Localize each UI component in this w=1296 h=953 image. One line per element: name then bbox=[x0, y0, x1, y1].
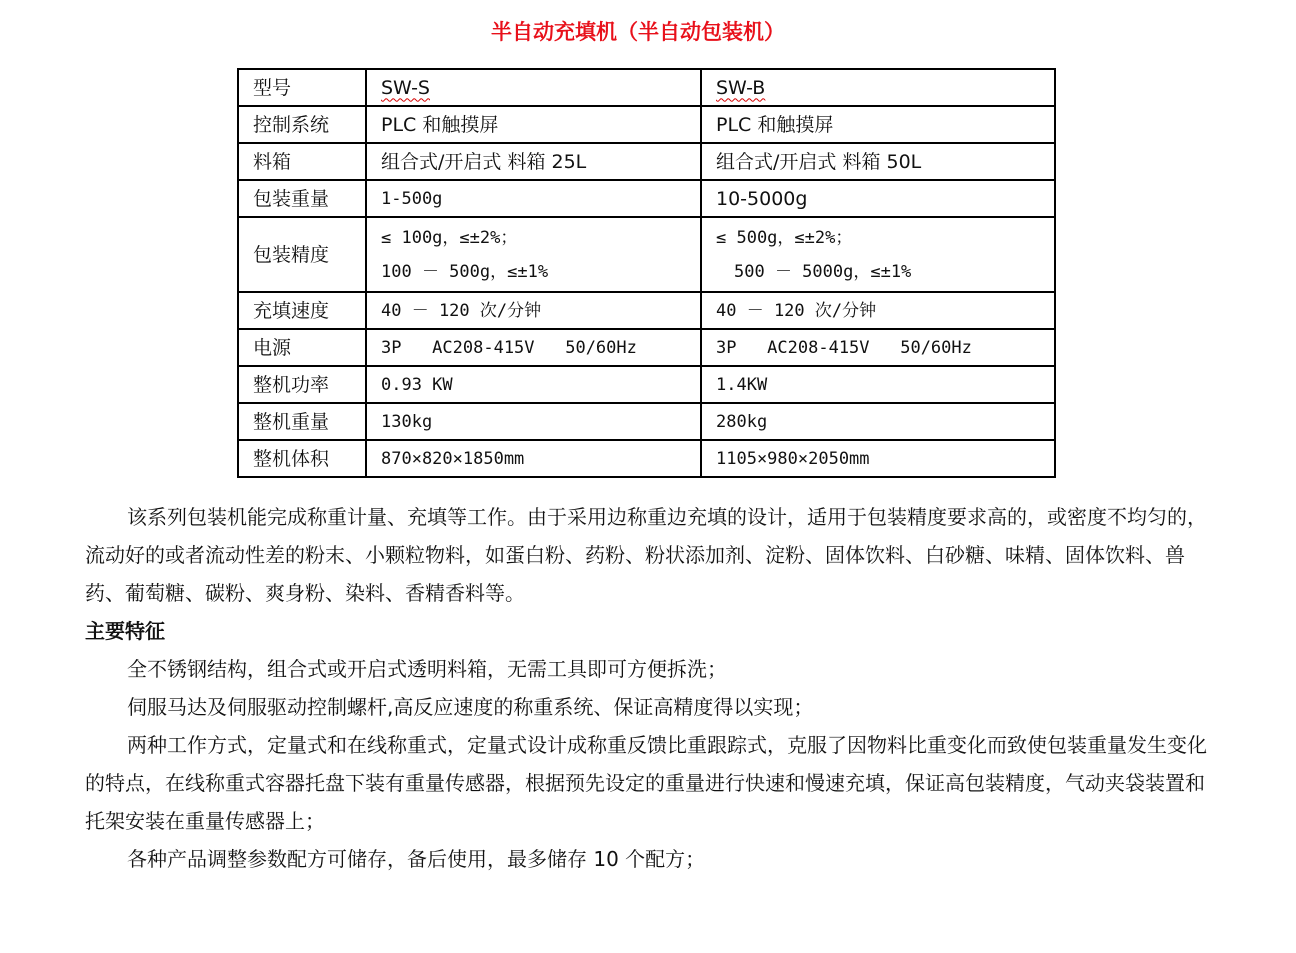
cell-dimensions-sw-s: 870×820×1850mm bbox=[366, 440, 701, 477]
table-row bbox=[238, 292, 1055, 329]
table-row bbox=[238, 440, 1055, 477]
feature-item: 两种工作方式，定量式和在线称重式，定量式设计成称重反馈比重跟踪式，克服了因物料比重变化而致使包装重量发生变化的特点，在线称重式容器托盘下装有重量传感器，根据预先设定的重量进行快速和慢速充填，保证高包装精度，气动夹袋装置和托架安装在重量传感器上； bbox=[85, 733, 1207, 833]
feature-item: 伺服马达及伺服驱动控制螺杆,高反应速度的称重系统、保证高精度得以实现； bbox=[127, 695, 814, 719]
model-sw-b-text: SW-B bbox=[716, 76, 766, 99]
description-body bbox=[85, 498, 1210, 878]
row-label-accuracy: 包装精度 bbox=[238, 217, 366, 292]
intro-paragraph: 该系列包装机能完成称重计量、充填等工作。由于采用边称重边充填的设计，适用于包装精度要求高的，或密度不均匀的，流动好的或者流动性差的粉末、小颗粒物料，如蛋白粉、药粉、粉状添加剂、淀粉、固体饮料、白砂糖、味精、固体饮料、兽药、葡萄糖、碳粉、爽身粉、染料、香精香料等。 bbox=[85, 505, 1207, 605]
cell-weight-range-sw-b: 10-5000g bbox=[701, 180, 1055, 217]
feature-item: 各种产品调整参数配方可储存，备后使用，最多储存 10 个配方； bbox=[127, 847, 706, 871]
spec-table bbox=[237, 68, 1056, 478]
cell-control-sw-b: PLC 和触摸屏 bbox=[701, 106, 1055, 143]
cell-speed-sw-b: 40 － 120 次/分钟 bbox=[701, 292, 1055, 329]
cell-hopper-sw-s: 组合式/开启式 料箱 25L bbox=[366, 143, 701, 180]
table-row bbox=[238, 180, 1055, 217]
cell-power-sw-s: 0.93 KW bbox=[366, 366, 701, 403]
accuracy-sw-b-line2: 500 － 5000g，≤±1% bbox=[734, 261, 912, 282]
row-label-control: 控制系统 bbox=[238, 106, 366, 143]
row-label-model: 型号 bbox=[238, 69, 366, 106]
row-label-dimensions: 整机体积 bbox=[238, 440, 366, 477]
table-row bbox=[238, 403, 1055, 440]
table-row bbox=[238, 329, 1055, 366]
feature-item: 全不锈钢结构，组合式或开启式透明料箱，无需工具即可方便拆洗； bbox=[127, 657, 727, 681]
cell-machine-weight-sw-b: 280kg bbox=[701, 403, 1055, 440]
accuracy-sw-b-line1: ≤ 500g，≤±2%； bbox=[716, 227, 853, 248]
cell-model-sw-s bbox=[366, 69, 701, 106]
row-label-hopper: 料箱 bbox=[238, 143, 366, 180]
table-row bbox=[238, 217, 1055, 292]
model-sw-s-text: SW-S bbox=[381, 76, 430, 99]
cell-machine-weight-sw-s: 130kg bbox=[366, 403, 701, 440]
row-label-power-supply: 电源 bbox=[238, 329, 366, 366]
cell-accuracy-sw-b bbox=[701, 217, 1055, 292]
cell-control-sw-s: PLC 和触摸屏 bbox=[366, 106, 701, 143]
cell-hopper-sw-b: 组合式/开启式 料箱 50L bbox=[701, 143, 1055, 180]
row-label-machine-weight: 整机重量 bbox=[238, 403, 366, 440]
row-label-power: 整机功率 bbox=[238, 366, 366, 403]
row-label-speed: 充填速度 bbox=[238, 292, 366, 329]
accuracy-sw-s-line2: 100 － 500g，≤±1% bbox=[381, 261, 549, 282]
features-heading: 主要特征 bbox=[85, 619, 165, 643]
cell-weight-range-sw-s: 1-500g bbox=[366, 180, 701, 217]
table-row bbox=[238, 106, 1055, 143]
cell-model-sw-b bbox=[701, 69, 1055, 106]
accuracy-sw-s-line1: ≤ 100g，≤±2%； bbox=[381, 227, 518, 248]
cell-power-supply-sw-b: 3P AC208-415V 50/60Hz bbox=[701, 329, 1055, 366]
cell-power-supply-sw-s: 3P AC208-415V 50/60Hz bbox=[366, 329, 701, 366]
table-row bbox=[238, 143, 1055, 180]
cell-speed-sw-s: 40 － 120 次/分钟 bbox=[366, 292, 701, 329]
table-row bbox=[238, 69, 1055, 106]
cell-accuracy-sw-s bbox=[366, 217, 701, 292]
document-title: 半自动充填机（半自动包装机） bbox=[491, 20, 785, 44]
cell-power-sw-b: 1.4KW bbox=[701, 366, 1055, 403]
cell-dimensions-sw-b: 1105×980×2050mm bbox=[701, 440, 1055, 477]
row-label-weight-range: 包装重量 bbox=[238, 180, 366, 217]
table-row bbox=[238, 366, 1055, 403]
